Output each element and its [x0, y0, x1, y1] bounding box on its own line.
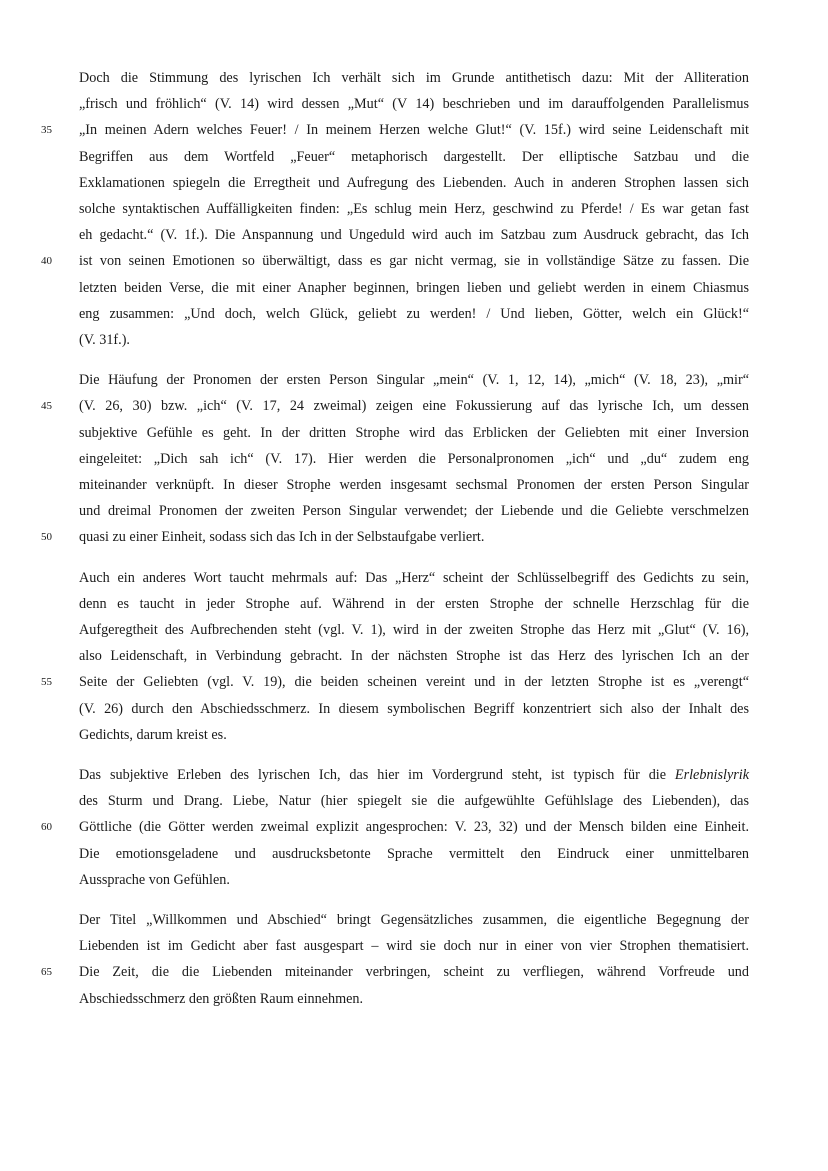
text-line-content: solche syntaktischen Auffälligkeiten finden: „Es schlug mein Herz, geschwind zu Pferde! / Es war getan fast [79, 201, 749, 217]
text-line [79, 870, 749, 890]
text-line-content: Exklamationen spiegeln die Erregtheit und Aufregung des Liebenden. Auch in anderen Strophen lassen sich [79, 174, 749, 191]
text-line [79, 594, 749, 614]
text-line-content: Aufgeregtheit des Aufbrechenden steht (vgl. V. 1), wird in der zweiten Strophe das Herz mit „Glut“ (V. 16), [79, 622, 749, 638]
text-line-content: des Sturm und Drang. Liebe, Natur (hier spiegelt sie die aufgewühlte Gefühlslage des Liebenden), das [79, 793, 749, 810]
line-number: 55 [41, 676, 52, 689]
line-number: 35 [41, 124, 52, 137]
text-line-content: Begriffen aus dem Wortfeld „Feuer“ metaphorisch dargestellt. Der elliptische Satzbau und die [79, 148, 749, 165]
text-line-content: miteinander verknüpft. In dieser Strophe werden insgesamt sechsmal Pronomen der ersten Person Singular [79, 477, 749, 493]
line-number: 45 [41, 400, 52, 413]
text-line [79, 278, 749, 298]
text-line-content: also Leidenschaft, in Verbindung gebracht. In der nächsten Strophe ist das Herz des lyrischen Ich an der [79, 648, 749, 665]
text-line-content: Die Häufung der Pronomen der ersten Person Singular „mein“ (V. 1, 12, 14), „mich“ (V. 18, 23), „mir“ [79, 372, 749, 389]
text-line-content: eng zusammen: „Und doch, welch Glück, geliebt zu werden! / Und lieben, Götter, welch ein Glück!“ [79, 305, 749, 322]
line-number: 40 [41, 255, 52, 268]
text-line [79, 225, 749, 245]
text-line [79, 989, 749, 1009]
text-line [79, 68, 749, 88]
text-line-content: Seite der Geliebten (vgl. V. 19), die beiden scheinen vereint und in der letzten Strophe ist es „verengt“ [79, 674, 749, 691]
text-line [79, 199, 749, 219]
text-line-content: „frisch und fröhlich“ (V. 14) wird dessen „Mut“ (V 14) beschrieben und im darauffolgenden Parallelismus [79, 96, 749, 113]
text-line-content: denn es taucht in jeder Strophe auf. Während in der ersten Strophe der schnelle Herzschlag für die [79, 595, 749, 612]
text-line-content: Göttliche (die Götter werden zweimal explizit angesprochen: V. 23, 32) und der Mensch bilden eine Einheit. [79, 819, 749, 836]
text-line-content: Gedichts, darum kreist es. [79, 726, 227, 743]
text-line-content: „In meinen Adern welches Feuer! / In meinem Herzen welche Glut!“ (V. 15f.) wird seine Leidenschaft mit [79, 122, 749, 139]
text-line [79, 370, 749, 390]
text-line [79, 330, 749, 350]
text-line [79, 844, 749, 864]
text-line-content: ist von seinen Emotionen so überwältigt, dass es gar nicht vermag, sie in vollständige Sätze zu fassen. Die [79, 253, 749, 270]
line-number: 65 [41, 966, 52, 979]
text-line [79, 936, 749, 956]
text-line [79, 646, 749, 666]
text-line-content: eingeleitet: „Dich sah ich“ (V. 17). Hier werden die Personalpronomen „ich“ und „du“ zudem eng [79, 450, 749, 467]
text-line [79, 94, 749, 114]
text-line-content: Abschiedsschmerz den größten Raum einnehmen. [79, 990, 364, 1007]
text-line-content: quasi zu einer Einheit, sodass sich das Ich in der Selbstaufgabe verliert. [79, 529, 485, 546]
text-line-content: und dreimal Pronomen der zweiten Person Singular verwendet; der Liebende und die Geliebte verschmelzen [79, 503, 749, 520]
text-line [79, 725, 749, 745]
text-line-content: Aussprache von Gefühlen. [79, 871, 230, 888]
emphasized-term: Erlebnislyrik [674, 767, 749, 783]
text-line [79, 672, 749, 692]
text-line [79, 449, 749, 469]
text-line [79, 527, 749, 547]
text-line [79, 620, 749, 640]
text-line-content: Auch ein anderes Wort taucht mehrmals auf: Das „Herz“ scheint der Schlüsselbegriff des Gedichts zu sein, [79, 569, 749, 586]
text-line-content: (V. 26, 30) bzw. „ich“ (V. 17, 24 zweimal) zeigen eine Fokussierung auf das lyrische Ich, um dessen [79, 398, 749, 415]
text-line [79, 910, 749, 930]
text-line-content: Liebenden ist im Gedicht aber fast ausgespart – wird sie doch nur in einer von vier Strophen thematisiert. [79, 938, 749, 955]
text-line-content: eh gedacht.“ (V. 1f.). Die Anspannung und Ungeduld wird auch im Satzbau zum Ausdruck gebracht, das Ich [79, 227, 749, 244]
text-line-content: (V. 26) durch den Abschiedsschmerz. In diesem symbolischen Begriff konzentriert sich also der Inhalt des [79, 700, 749, 717]
text-line [79, 791, 749, 811]
text-line-content: Doch die Stimmung des lyrischen Ich verhält sich im Grunde antithetisch dazu: Mit der Alliteration [79, 70, 749, 86]
text-line-content: Die Zeit, die die Liebenden miteinander verbringen, scheint zu verfliegen, während Vorfreude und [79, 964, 749, 981]
text-line-content: Der Titel „Willkommen und Abschied“ bringt Gegensätzliches zusammen, die eigentliche Begegnung der [79, 912, 749, 928]
text-line-content: Die emotionsgeladene und ausdrucksbetonte Sprache vermittelt den Eindruck einer unmittelbaren [79, 845, 749, 862]
text-line [79, 120, 749, 140]
line-number: 50 [41, 531, 52, 544]
text-line [79, 423, 749, 443]
text-line [79, 147, 749, 167]
text-line [79, 765, 749, 785]
text-line [79, 304, 749, 324]
text-line [79, 962, 749, 982]
text-line [79, 251, 749, 271]
line-number: 60 [41, 821, 52, 834]
text-line [79, 501, 749, 521]
text-line [79, 173, 749, 193]
text-line [79, 817, 749, 837]
text-line-content: (V. 31f.). [79, 332, 130, 348]
text-line [79, 475, 749, 495]
text-line-content: letzten beiden Verse, die mit einer Anapher beginnen, bringen lieben und geliebt werden in einem Chiasmus [79, 279, 749, 296]
text-line [79, 396, 749, 416]
text-line-content: subjektive Gefühle es geht. In der dritten Strophe wird das Erblicken der Geliebten mit einer Inversion [79, 424, 749, 441]
text-line [79, 568, 749, 588]
text-line [79, 699, 749, 719]
text-line-content: Das subjektive Erleben des lyrischen Ich, das hier im Vordergrund steht, ist typisch für die [79, 767, 675, 783]
